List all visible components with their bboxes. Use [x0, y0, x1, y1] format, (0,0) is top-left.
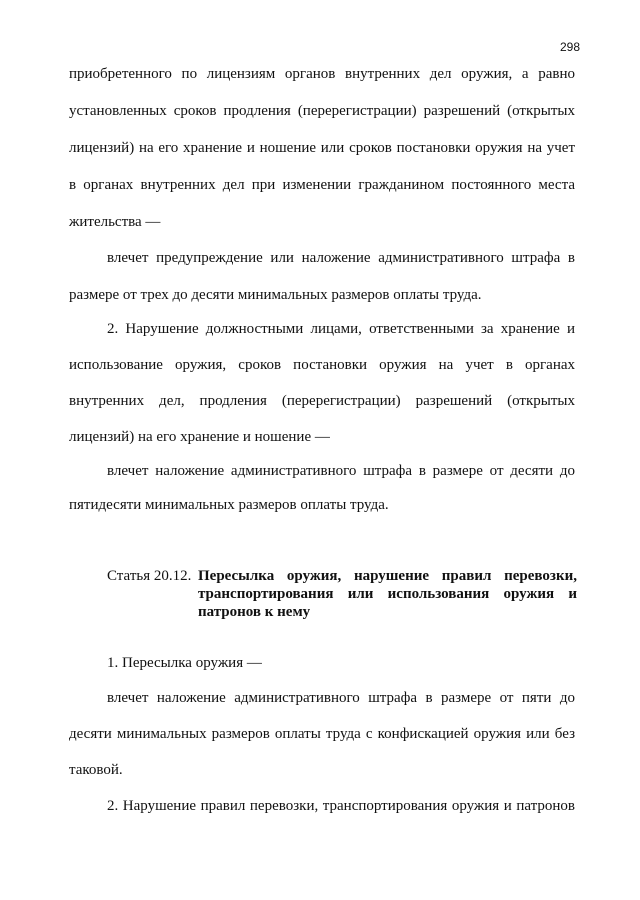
paragraph-1-line-5: жительства — [69, 214, 161, 230]
article-title-line-1: Пересылка оружия, нарушение правил перевозки, [198, 568, 577, 584]
article-title-line-2: транспортирования или использования оружия и [198, 586, 577, 602]
paragraph-6-line-3: таковой. [69, 762, 123, 778]
paragraph-7-line-1: 2. Нарушение правил перевозки, транспортирования оружия и патронов [107, 798, 575, 814]
article-title-line-3: патронов к нему [198, 604, 311, 620]
paragraph-3-line-4: лицензий) на его хранение и ношение — [69, 429, 330, 445]
paragraph-6-line-1: влечет наложение административного штрафа в размере от пяти до [107, 690, 575, 706]
article-label: Статья 20.12. [107, 568, 192, 584]
paragraph-6-line-2: десяти минимальных размеров оплаты труда с конфискацией оружия или без [69, 726, 575, 742]
paragraph-2-line-1: влечет предупреждение или наложение административного штрафа в [107, 250, 575, 266]
paragraph-4-line-2: пятидесяти минимальных размеров оплаты труда. [69, 497, 389, 513]
paragraph-2-line-2: размере от трех до десяти минимальных размеров оплаты труда. [69, 287, 482, 303]
page-number: 298 [559, 40, 580, 54]
paragraph-3-line-2: использование оружия, сроков постановки оружия на учет в органах [69, 357, 575, 373]
paragraph-1-line-3: лицензий) на его хранение и ношение или сроков постановки оружия на учет [69, 140, 575, 156]
paragraph-1-line-1: приобретенного по лицензиям органов внутренних дел оружия, а равно [69, 66, 575, 82]
paragraph-3-line-1: 2. Нарушение должностными лицами, ответственными за хранение и [107, 321, 575, 337]
paragraph-5-line-1: 1. Пересылка оружия — [107, 655, 262, 671]
paragraph-1-line-2: установленных сроков продления (перерегистрации) разрешений (открытых [69, 103, 575, 119]
paragraph-1-line-4: в органах внутренних дел при изменении гражданином постоянного места [69, 177, 575, 193]
article-title [198, 567, 577, 621]
paragraph-3-line-3: внутренних дел, продления (перерегистрации) разрешений (открытых [69, 393, 575, 409]
paragraph-4-line-1: влечет наложение административного штрафа в размере от десяти до [107, 463, 575, 479]
